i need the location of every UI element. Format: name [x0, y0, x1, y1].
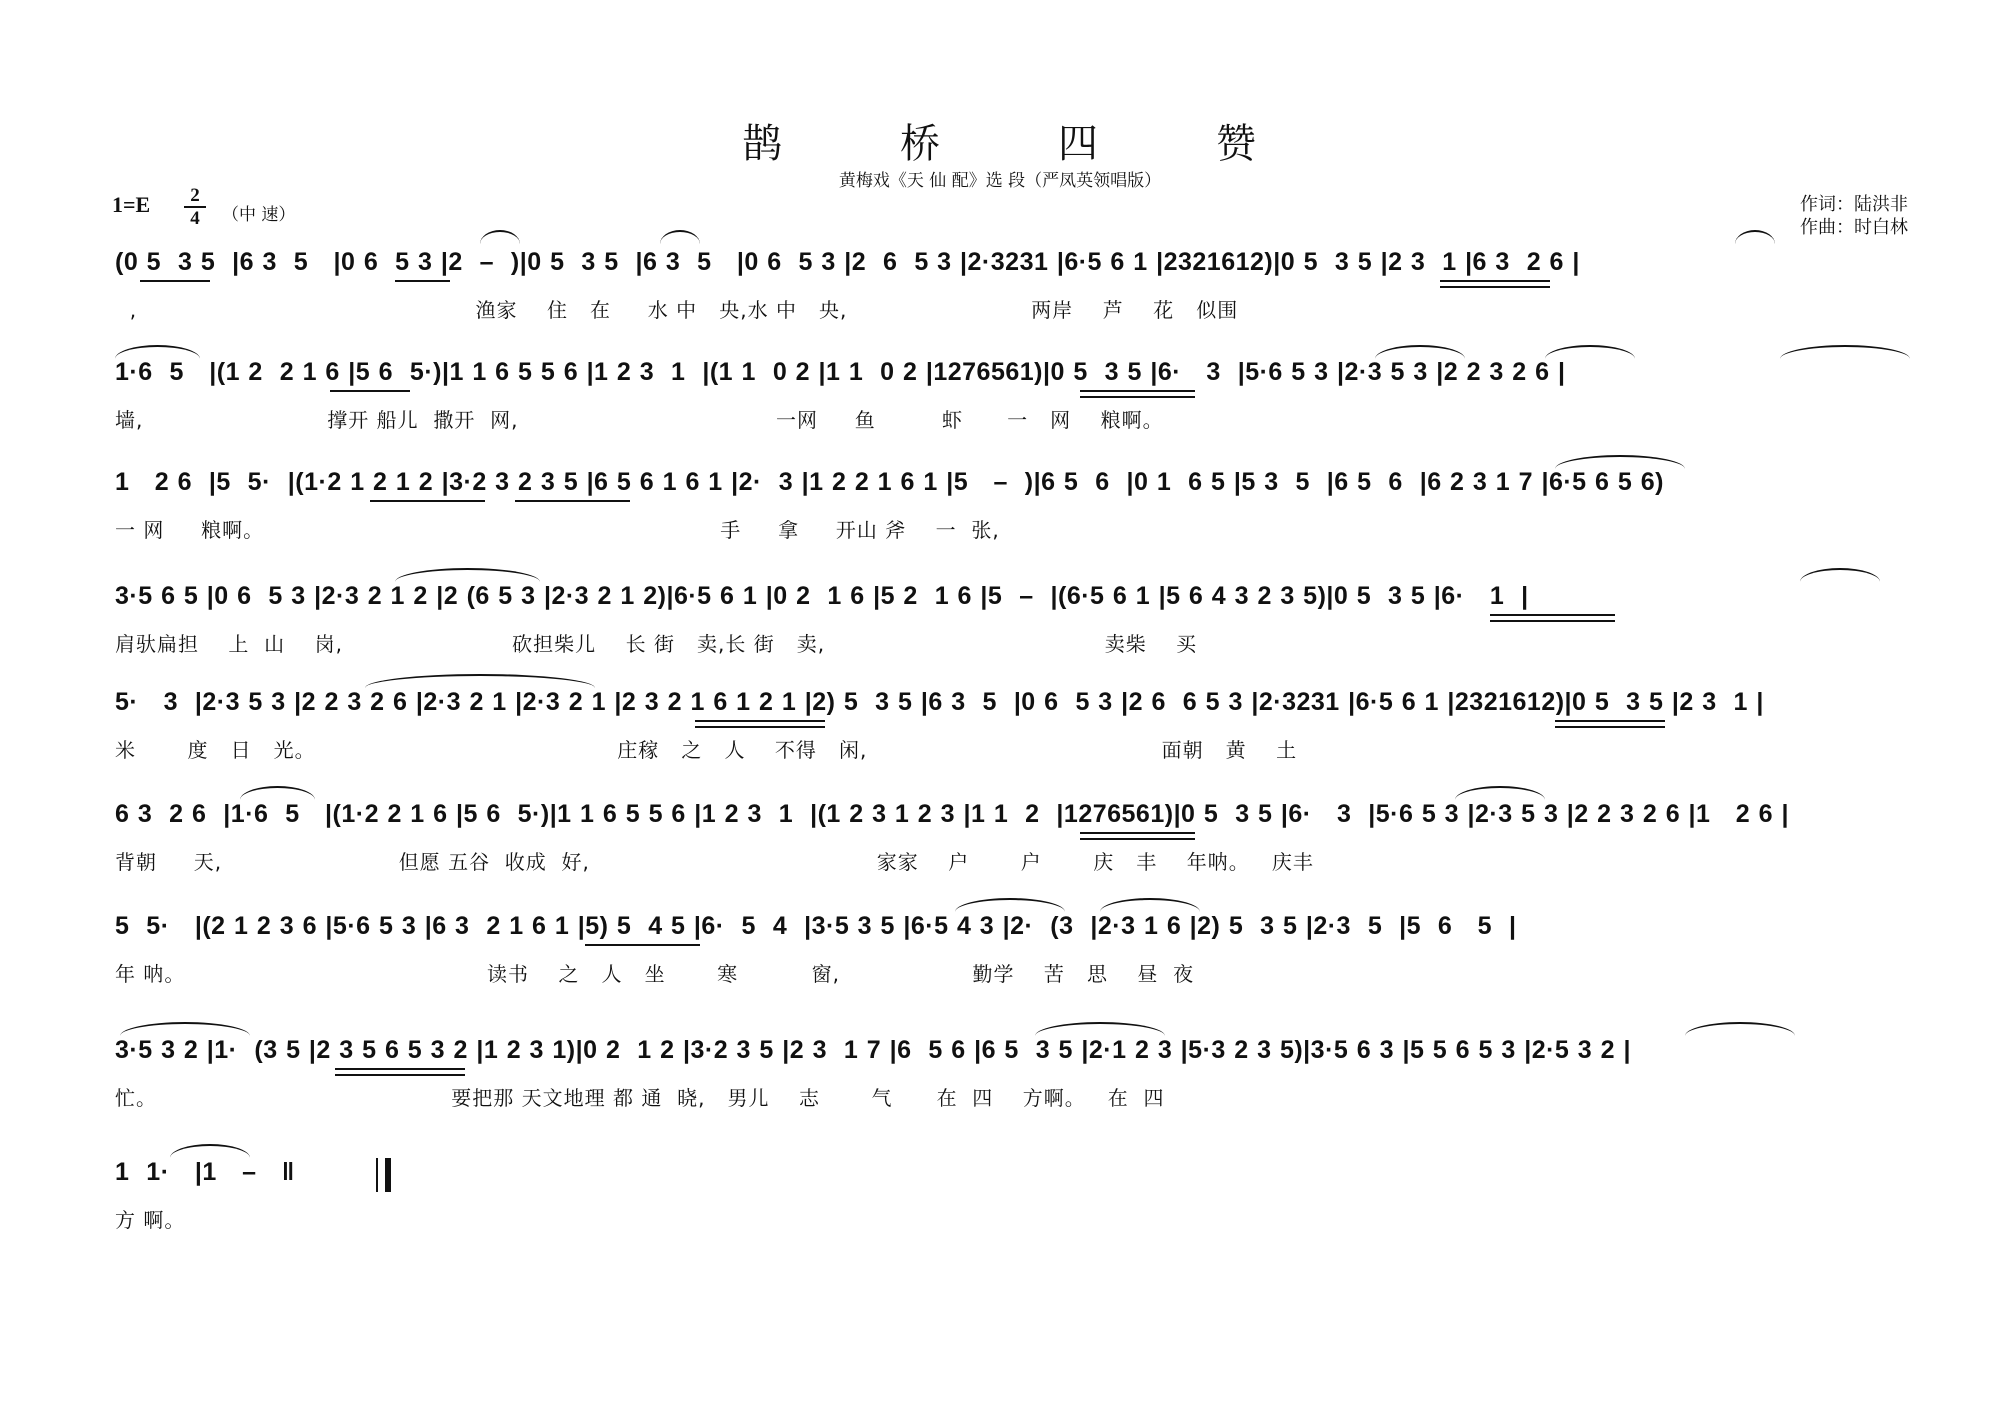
lyric-line-3: 一 网 粮啊。 手 拿 开山 斧 一 张,	[115, 518, 1000, 542]
beam	[395, 280, 450, 282]
lyric-line-4: 肩驮扁担 上 山 岗, 砍担柴儿 长 街 卖,长 街 卖, 卖柴 买	[115, 632, 1198, 656]
slur	[115, 345, 200, 359]
beam	[335, 1068, 465, 1070]
slur	[1100, 898, 1200, 912]
slur	[1800, 568, 1880, 582]
notation-line-4: 3·5 6 5 |0 6 5 3 |2·3 2 1 2 |2 (6 5 3 |2·3 2 1 2)|6·5 6 1 |0 2 1 6 |5 2 1 6 |5 – |(6·5 6 1 |5 6 4 3 2 3 5)|0 5 3 5 |6· 1 |	[115, 582, 1529, 610]
beam	[1490, 614, 1615, 616]
notation-line-3: 1 2 6 |5 5· |(1·2 1 2 1 2 |3·2 3 2 3 5 |6 5 6 1 6 1 |2· 3 |1 2 2 1 6 1 |5 – )|6 5 6 |0 1 6 5 |5 3 5 |6 5 6 |6 2 3 1 7 |6·5 6 5 6)	[115, 468, 1664, 496]
beam	[335, 1074, 465, 1076]
slur	[1735, 230, 1775, 244]
time-signature	[184, 186, 206, 228]
lyric-line-2: 墙, 撑开 船儿 撒开 网, 一网 鱼 虾 一 网 粮啊。	[115, 408, 1164, 432]
beam	[515, 500, 630, 502]
lyric-line-6: 背朝 天, 但愿 五谷 收成 好, 家家 户 户 庆 丰 年呐。 庆丰	[115, 850, 1314, 874]
time-signature-bottom: 4	[190, 208, 200, 229]
beam	[585, 944, 700, 946]
lyric-line-7: 年 呐。 读书 之 人 坐 寒 窗, 勤学 苦 思 昼 夜	[115, 962, 1195, 986]
lyric-line-9: 方 啊。	[115, 1208, 186, 1232]
title-char: 鹊	[742, 121, 784, 167]
slur	[1545, 345, 1635, 359]
tempo-marking: （中 速）	[222, 205, 296, 225]
slur	[1685, 1022, 1795, 1036]
notation-line-2: 1·6 5 |(1 2 2 1 6 |5 6 5·)|1 1 6 5 5 6 |1 2 3 1 |(1 1 0 2 |1 1 0 2 |1276561)|0 5 3 5 |6· 3 |5·6 5 3 |2·3 5 3 |2 2 3 2 6 |	[115, 358, 1566, 386]
title-char: 桥	[900, 121, 942, 167]
title-char: 赞	[1216, 121, 1258, 167]
lyric-line-1: , 渔家 住 在 水 中 央,水 中 央, 两岸 芦 花 似围	[115, 298, 1239, 322]
slur	[955, 898, 1065, 912]
slur	[1555, 455, 1685, 469]
notation-line-9: 1 1· |1 – ‖	[115, 1158, 295, 1186]
beam	[1490, 620, 1615, 622]
slur	[1035, 1022, 1165, 1036]
slur	[480, 230, 520, 244]
beam	[1080, 838, 1195, 840]
notation-line-6: 6 3 2 6 |1·6 5 |(1·2 2 1 6 |5 6 5·)|1 1 6 5 5 6 |1 2 3 1 |(1 2 3 1 2 3 |1 1 2 |1276561)|0 5 3 5 |6· 3 |5·6 5 3 |2·3 5 3 |2 2 3 2 6 |1 2 6 |	[115, 800, 1789, 828]
time-signature-top: 2	[190, 185, 200, 206]
notation-line-7: 5 5· |(2 1 2 3 6 |5·6 5 3 |6 3 2 1 6 1 |5) 5 4 5 |6· 5 4 |3·5 3 5 |6·5 4 3 |2· (3 |2·3 1 6 |2) 5 3 5 |2·3 5 |5 6 5 |	[115, 912, 1517, 940]
beam	[1440, 286, 1550, 288]
lyric-line-8: 忙。 要把那 天文地理 都 通 晓, 男儿 志 气 在 四 方啊。 在 四	[115, 1086, 1165, 1110]
notation-line-1: (0 5 3 5 |6 3 5 |0 6 5 3 |2 – )|0 5 3 5 |6 3 5 |0 6 5 3 |2 6 5 3 |2·3231 |6·5 6 1 |2321612)|0 5 3 5 |2 3 1 |6 3 2 6 |	[115, 248, 1580, 276]
notation-line-8: 3·5 3 2 |1· (3 5 |2 3 5 6 5 3 2 |1 2 3 1)|0 2 1 2 |3·2 3 5 |2 3 1 7 |6 5 6 |6 5 3 5 |2·1 2 3 |5·3 2 3 5)|3·5 6 3 |5 5 6 5 3 |2·5 3 2 |	[115, 1036, 1631, 1064]
slur	[365, 674, 595, 688]
song-title	[0, 112, 2000, 169]
beam	[140, 280, 210, 282]
slur	[1455, 786, 1545, 800]
final-barline-thin	[376, 1158, 378, 1192]
lyricist-credit: 作词：陆洪非	[1800, 194, 1908, 215]
slur	[170, 1144, 250, 1158]
beam	[695, 720, 825, 722]
composer-credit: 作曲：时白林	[1800, 217, 1908, 238]
beam	[330, 390, 410, 392]
slur	[120, 1022, 250, 1036]
notation-line-5: 5· 3 |2·3 5 3 |2 2 3 2 6 |2·3 2 1 |2·3 2 1 |2 3 2 1 6 1 2 1 |2) 5 3 5 |6 3 5 |0 6 5 3 |2 6 6 5 3 |2·3231 |6·5 6 1 |2321612)|0 5 3 5 |2 3 1 |	[115, 688, 1764, 716]
beam	[1080, 396, 1195, 398]
lyric-line-5: 米 度 日 光。 庄稼 之 人 不得 闲, 面朝 黄 土	[115, 738, 1298, 762]
slur	[660, 230, 700, 244]
beam	[1080, 390, 1195, 392]
slur	[1375, 345, 1465, 359]
song-subtitle: 黄梅戏《天 仙 配》选 段（严凤英领唱版）	[838, 171, 1162, 191]
slur	[395, 568, 540, 582]
final-barline-thick	[385, 1158, 391, 1192]
slur	[240, 786, 315, 800]
title-char: 四	[1058, 121, 1100, 167]
beam	[370, 500, 485, 502]
beam	[1555, 726, 1665, 728]
key-signature: 1=E	[112, 192, 151, 217]
slur	[1780, 345, 1910, 359]
beam	[1555, 720, 1665, 722]
beam	[695, 726, 825, 728]
beam	[1440, 280, 1550, 282]
beam	[1080, 832, 1195, 834]
